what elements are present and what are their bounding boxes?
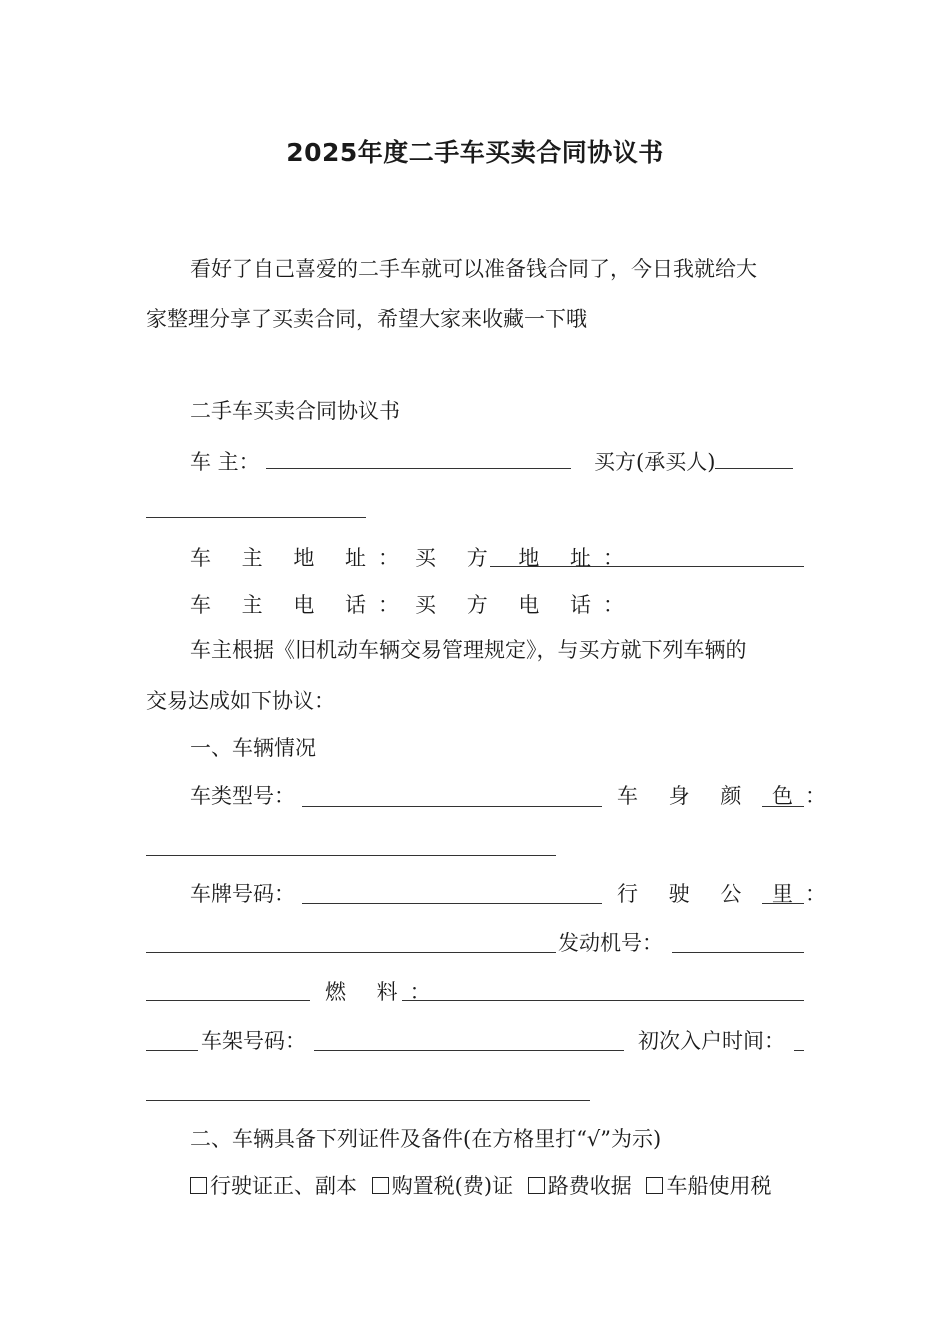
intro-line-2: 家整理分享了买卖合同，希望大家来收藏一下哦 xyxy=(146,307,587,331)
buyer-blank-continued[interactable] xyxy=(146,517,366,518)
fuel-label: 燃 料： xyxy=(325,980,443,1004)
address-row xyxy=(190,543,636,573)
checkbox-icon[interactable] xyxy=(372,1177,389,1194)
buyer-row xyxy=(594,446,793,477)
buyer-label: 买方(承买人) xyxy=(594,450,716,474)
vin-label: 车架号码： xyxy=(201,1029,306,1053)
fuel-blank-continued[interactable] xyxy=(146,1050,198,1051)
intro-line-1: 看好了自己喜爱的二手车就可以准备钱合同了，今日我就给大 xyxy=(190,257,757,281)
fuel-blank[interactable] xyxy=(402,1000,804,1001)
checkbox-icon[interactable] xyxy=(528,1177,545,1194)
body-color-label: 车 身 颜 色： xyxy=(617,784,839,808)
owner-row xyxy=(190,446,571,477)
first-registration-label: 初次入户时间： xyxy=(638,1029,785,1053)
buyer-address-blank[interactable] xyxy=(490,566,804,567)
vehicle-model-blank[interactable] xyxy=(302,806,602,807)
checklist-item[interactable]: 路费收据 xyxy=(528,1174,632,1198)
body-color-blank[interactable] xyxy=(762,806,804,807)
engine-number-label: 发动机号： xyxy=(558,931,663,955)
plate-number-blank[interactable] xyxy=(302,903,602,904)
document-title: 2025年度二手车买卖合同协议书 xyxy=(286,138,664,167)
section-2-title: 二、车辆具备下列证件及备件(在方格里打“√”为示) xyxy=(190,1127,662,1151)
body-color-blank-continued[interactable] xyxy=(146,855,556,856)
vin-blank[interactable] xyxy=(314,1050,624,1051)
clause-line-2: 交易达成如下协议： xyxy=(146,689,335,713)
first-registration-blank-continued[interactable] xyxy=(146,1100,590,1101)
mileage-blank-continued[interactable] xyxy=(146,952,556,953)
clause-line-1: 车主根据《旧机动车辆交易管理规定》，与买方就下列车辆的 xyxy=(190,638,747,662)
first-registration-blank[interactable] xyxy=(794,1050,804,1051)
owner-phone-label: 车 主 电 话： xyxy=(190,593,412,617)
checklist-item[interactable]: 车船使用税 xyxy=(646,1174,771,1198)
buyer-address-label: 买 方 地 址： xyxy=(415,546,637,570)
checklist-item[interactable]: 购置税(费)证 xyxy=(372,1174,513,1198)
engine-number-blank-continued[interactable] xyxy=(146,1000,310,1001)
engine-number-blank[interactable] xyxy=(672,952,804,953)
owner-address-label: 车 主 地 址： xyxy=(190,546,412,570)
phone-row xyxy=(190,590,636,620)
section-1-title: 一、车辆情况 xyxy=(190,736,316,760)
plate-number-label: 车牌号码： xyxy=(190,882,295,906)
vehicle-model-label: 车类型号： xyxy=(190,784,295,808)
checkbox-icon[interactable] xyxy=(190,1177,207,1194)
agreement-heading: 二手车买卖合同协议书 xyxy=(190,399,400,423)
mileage-blank[interactable] xyxy=(762,903,804,904)
documents-checklist xyxy=(190,1171,771,1201)
checkbox-icon[interactable] xyxy=(646,1177,663,1194)
buyer-blank[interactable] xyxy=(715,446,793,469)
buyer-phone-label: 买 方 电 话： xyxy=(415,593,637,617)
mileage-label: 行 驶 公 里： xyxy=(617,882,839,906)
owner-blank[interactable] xyxy=(266,446,571,469)
checklist-item[interactable]: 行驶证正、副本 xyxy=(190,1174,357,1198)
owner-label: 车 主： xyxy=(190,450,260,474)
